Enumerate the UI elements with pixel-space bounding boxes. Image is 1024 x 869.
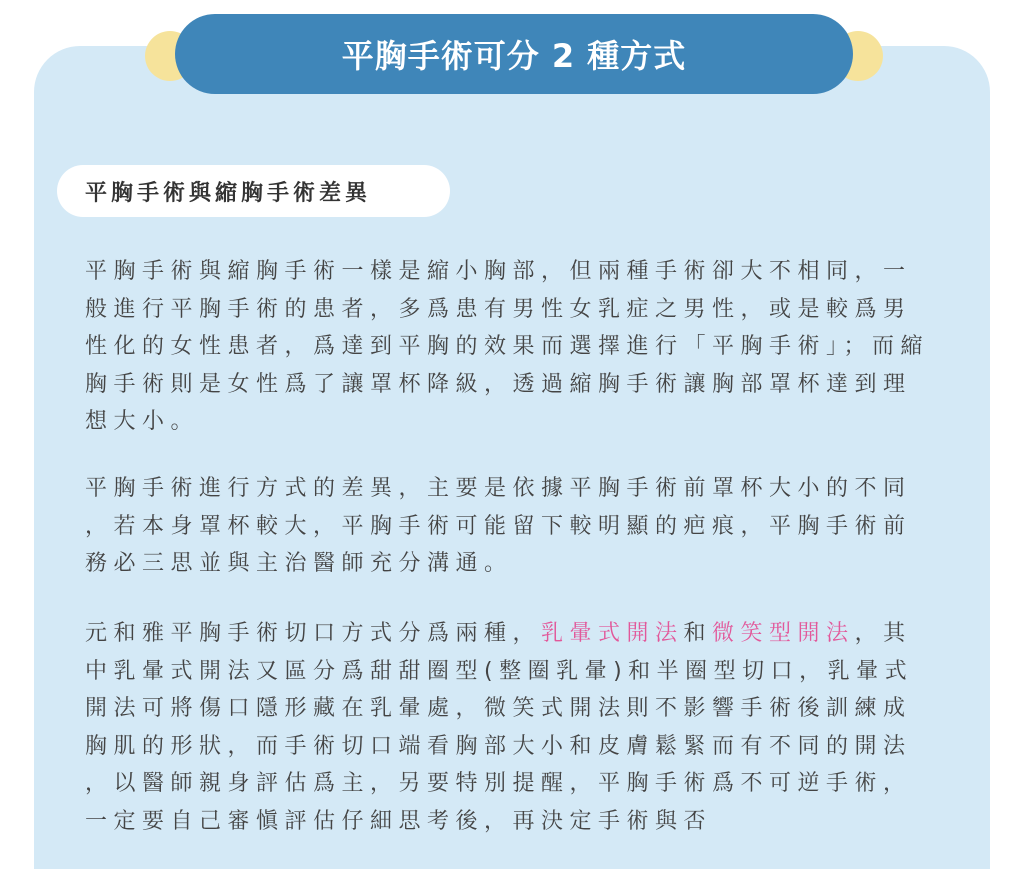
paragraph-1-line-5: 想大小。 (85, 409, 200, 434)
paragraph-3-line-4: 胸肌的形狀，而手術切口端看胸部大小和皮膚鬆緊而有不同的開法 (85, 733, 912, 759)
paragraph-1 (85, 253, 945, 441)
paragraph-2-line-3: 務必三思並與主治醫師充分溝通。 (85, 551, 513, 576)
page-title: 平胸手術可分 2 種方式 (175, 14, 853, 94)
highlight-smile-method: 微笑型開法 (712, 621, 855, 646)
paragraph-1-line-3: 性化的女性患者，爲達到平胸的效果而選擇進行「平胸手術」；而縮 (85, 334, 930, 359)
paragraph-1-line-2: 般進行平胸手術的患者，多爲患有男性女乳症之男性，或是較爲男 (85, 296, 912, 322)
paragraph-3-line-1-middle: 和 (683, 621, 713, 646)
paragraph-3-line-2: 中乳暈式開法又區分爲甜甜圈型(整圈乳暈)和半圈型切口，乳暈式 (85, 658, 914, 684)
paragraph-2-line-2: ，若本身罩杯較大，平胸手術可能留下較明顯的疤痕，平胸手術前 (85, 513, 912, 539)
paragraph-3-line-5: ，以醫師親身評估爲主，另要特別提醒，平胸手術爲不可逆手術， (85, 771, 912, 796)
paragraph-3 (85, 615, 945, 840)
paragraph-2-line-1: 平胸手術進行方式的差異，主要是依據平胸手術前罩杯大小的不同 (85, 476, 912, 501)
highlight-areola-method: 乳暈式開法 (541, 621, 684, 646)
paragraph-3-line-1 (85, 615, 945, 653)
paragraph-1-line-4: 胸手術則是女性爲了讓罩杯降級，透過縮胸手術讓胸部罩杯達到理 (85, 371, 912, 397)
paragraph-3-line-3: 開法可將傷口隱形藏在乳暈處，微笑式開法則不影響手術後訓練成 (85, 696, 912, 721)
paragraph-1-line-1: 平胸手術與縮胸手術一樣是縮小胸部，但兩種手術卻大不相同，一 (85, 259, 912, 284)
paragraph-3-line-1-suffix: ，其 (854, 621, 912, 646)
paragraph-3-line-1-prefix: 元和雅平胸手術切口方式分爲兩種， (85, 621, 542, 646)
paragraph-2 (85, 470, 945, 583)
section-subheading: 平胸手術與縮胸手術差異 (57, 165, 450, 217)
paragraph-3-line-6: 一定要自己審愼評估仔細思考後，再決定手術與否 (85, 808, 713, 834)
title-banner (145, 14, 883, 94)
